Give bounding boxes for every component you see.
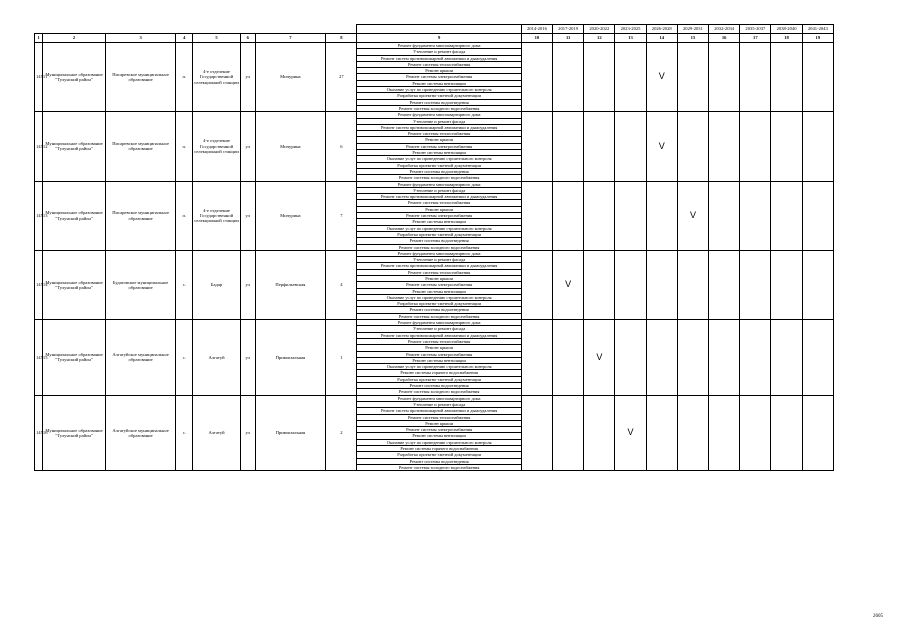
- settlement-cell: Бадар: [193, 250, 241, 319]
- period-cell: [802, 320, 833, 396]
- period-cell: [615, 181, 646, 250]
- period-header: 2041-2043: [802, 25, 833, 34]
- period-cell: [615, 112, 646, 181]
- column-number: 18: [771, 34, 802, 43]
- street-type-cell: ул: [240, 250, 255, 319]
- house-number-cell: 7: [326, 181, 357, 250]
- street-cell: Мичурина: [255, 181, 326, 250]
- column-number: 6: [240, 34, 255, 43]
- object-id: 14513: [35, 181, 43, 250]
- work-type-cell: Ремонт системы теплоснабжения: [357, 131, 521, 137]
- table-row: [35, 43, 834, 49]
- header-blank-cell: [176, 25, 193, 34]
- work-type-cell: Ремонт фундамента многоквартирного дома: [357, 43, 521, 49]
- column-number: 5: [193, 34, 241, 43]
- settlement-type-cell: п.: [176, 181, 193, 250]
- house-number-cell: 2: [326, 395, 357, 471]
- period-cell: [584, 112, 615, 181]
- work-type-cell: Ремонт систем противопожарной автоматики и дымоудаления: [357, 332, 521, 338]
- settlement-cell: 4-е отделение Государственной селекционной станции: [193, 181, 241, 250]
- header-blank-cell: [43, 25, 105, 34]
- work-type-cell: Ремонт системы вентиляции: [357, 150, 521, 156]
- period-cell: [646, 181, 677, 250]
- object-id: 14515: [35, 320, 43, 396]
- column-number: 8: [326, 34, 357, 43]
- period-cell: [615, 43, 646, 112]
- district-cell: Муниципальное образование "Тулунский район": [43, 112, 105, 181]
- header-blank-cell: [326, 25, 357, 34]
- column-number: 10: [521, 34, 552, 43]
- period-cell: [802, 112, 833, 181]
- column-number: 17: [740, 34, 771, 43]
- page-number: 2605: [873, 614, 883, 619]
- street-cell: Привокзальная: [255, 320, 326, 396]
- work-type-cell: Ремонт крыши: [357, 275, 521, 281]
- work-type-cell: Ремонт крыши: [357, 68, 521, 74]
- period-cell: [677, 250, 708, 319]
- period-cell: [521, 43, 552, 112]
- column-number: 7: [255, 34, 326, 43]
- work-type-cell: Ремонт фундамента многоквартирного дома: [357, 112, 521, 118]
- work-type-cell: Ремонт системы вентиляции: [357, 219, 521, 225]
- period-cell: [740, 250, 771, 319]
- work-type-cell: Ремонт системы электроснабжения: [357, 74, 521, 80]
- work-type-cell: Оказание услуг по проведению строительного контроля: [357, 364, 521, 370]
- work-type-cell: Ремонт систем противопожарной автоматики и дымоудаления: [357, 263, 521, 269]
- period-header: 2032-2034: [709, 25, 740, 34]
- period-cell: [615, 320, 646, 396]
- period-cell: [615, 250, 646, 319]
- period-check-mark: V: [584, 320, 615, 396]
- period-cell: [771, 43, 802, 112]
- capital-repair-register-table: [34, 24, 834, 471]
- period-cell: [584, 395, 615, 471]
- district-cell: Муниципальное образование "Тулунский район": [43, 181, 105, 250]
- work-type-cell: Ремонт системы вентиляции: [357, 288, 521, 294]
- period-cell: [521, 320, 552, 396]
- street-type-cell: ул: [240, 112, 255, 181]
- work-type-cell: Ремонт системы электроснабжения: [357, 427, 521, 433]
- street-type-cell: ул: [240, 395, 255, 471]
- period-cell: [646, 250, 677, 319]
- period-cell: [740, 395, 771, 471]
- period-header: 2035-2037: [740, 25, 771, 34]
- table-row: [35, 250, 834, 256]
- work-type-cell: Ремонт системы вентиляции: [357, 433, 521, 439]
- work-type-cell: Ремонт системы вентиляции: [357, 357, 521, 363]
- work-type-cell: Ремонт системы горячего водоснабжения: [357, 370, 521, 376]
- settlement-type-cell: п.: [176, 43, 193, 112]
- header-blank-cell: [255, 25, 326, 34]
- column-number: 13: [615, 34, 646, 43]
- street-cell: Перфильевская: [255, 250, 326, 319]
- work-type-cell: Ремонт фундамента многоквартирного дома: [357, 395, 521, 401]
- period-cell: [584, 43, 615, 112]
- settlement-cell: 4-е отделение Государственной селекционной станции: [193, 112, 241, 181]
- column-number: 14: [646, 34, 677, 43]
- period-cell: [771, 250, 802, 319]
- municipality-cell: Алгатуйское муниципальное образование: [105, 395, 176, 471]
- street-type-cell: ул: [240, 43, 255, 112]
- district-cell: Муниципальное образование "Тулунский район": [43, 320, 105, 396]
- column-number: 4: [176, 34, 193, 43]
- period-cell: [771, 112, 802, 181]
- work-type-cell: Оказание услуг по проведению строительного контроля: [357, 87, 521, 93]
- municipality-cell: Писаревское муниципальное образование: [105, 43, 176, 112]
- period-header-row: [35, 25, 834, 34]
- settlement-cell: Алгатуй: [193, 395, 241, 471]
- settlement-type-cell: с.: [176, 395, 193, 471]
- work-type-cell: Ремонт системы теплоснабжения: [357, 61, 521, 67]
- period-check-mark: V: [615, 395, 646, 471]
- work-type-cell: Ремонт системы холодного водоснабжения: [357, 464, 521, 470]
- settlement-cell: 4-е отделение Государственной селекционной станции: [193, 43, 241, 112]
- work-type-cell: Утепление и ремонт фасада: [357, 326, 521, 332]
- period-cell: [553, 112, 584, 181]
- work-type-cell: Ремонт системы водоотведения: [357, 168, 521, 174]
- street-type-cell: ул: [240, 181, 255, 250]
- period-cell: [521, 395, 552, 471]
- period-cell: [677, 112, 708, 181]
- period-cell: [709, 112, 740, 181]
- period-cell: [709, 320, 740, 396]
- table-row: [35, 112, 834, 118]
- period-header: 2020-2022: [584, 25, 615, 34]
- street-type-cell: ул: [240, 320, 255, 396]
- object-id: 14512: [35, 112, 43, 181]
- header-blank-cell: [193, 25, 241, 34]
- work-type-cell: Ремонт фундамента многоквартирного дома: [357, 181, 521, 187]
- settlement-type-cell: п.: [176, 112, 193, 181]
- work-type-cell: Ремонт системы холодного водоснабжения: [357, 105, 521, 111]
- period-cell: [709, 250, 740, 319]
- work-type-cell: Разработка проектно-сметной документации: [357, 376, 521, 382]
- column-number: 12: [584, 34, 615, 43]
- street-cell: Привокзальная: [255, 395, 326, 471]
- district-cell: Муниципальное образование "Тулунский район": [43, 395, 105, 471]
- period-cell: [740, 320, 771, 396]
- column-number: 19: [802, 34, 833, 43]
- column-number: 15: [677, 34, 708, 43]
- work-type-cell: Разработка проектно-сметной документации: [357, 301, 521, 307]
- period-cell: [553, 395, 584, 471]
- period-cell: [553, 43, 584, 112]
- work-type-cell: Ремонт систем противопожарной автоматики и дымоудаления: [357, 55, 521, 61]
- period-header: 2038-2040: [771, 25, 802, 34]
- municipality-cell: Писаревское муниципальное образование: [105, 112, 176, 181]
- work-type-cell: Ремонт системы холодного водоснабжения: [357, 389, 521, 395]
- header-blank-cell: [105, 25, 176, 34]
- period-cell: [584, 181, 615, 250]
- work-type-cell: Ремонт системы электроснабжения: [357, 213, 521, 219]
- work-type-cell: Разработка проектно-сметной документации: [357, 162, 521, 168]
- work-type-cell: Ремонт системы холодного водоснабжения: [357, 244, 521, 250]
- period-cell: [677, 320, 708, 396]
- period-cell: [584, 250, 615, 319]
- work-type-cell: Ремонт систем противопожарной автоматики и дымоудаления: [357, 124, 521, 130]
- period-cell: [771, 395, 802, 471]
- period-cell: [709, 181, 740, 250]
- work-type-cell: Ремонт крыши: [357, 137, 521, 143]
- period-cell: [521, 181, 552, 250]
- period-cell: [802, 181, 833, 250]
- column-number: 1: [35, 34, 43, 43]
- work-type-cell: Ремонт системы электроснабжения: [357, 143, 521, 149]
- work-type-cell: Утепление и ремонт фасада: [357, 49, 521, 55]
- house-number-cell: 4: [326, 250, 357, 319]
- work-type-cell: Оказание услуг по проведению строительного контроля: [357, 294, 521, 300]
- period-cell: [802, 43, 833, 112]
- work-type-cell: Ремонт системы вентиляции: [357, 80, 521, 86]
- period-header: 2014-2016: [521, 25, 552, 34]
- period-check-mark: V: [646, 43, 677, 112]
- period-cell: [521, 250, 552, 319]
- period-header: 2023-2025: [615, 25, 646, 34]
- period-cell: [646, 395, 677, 471]
- work-type-cell: Ремонт фундамента многоквартирного дома: [357, 320, 521, 326]
- period-check-mark: V: [677, 181, 708, 250]
- work-type-cell: Ремонт системы водоотведения: [357, 238, 521, 244]
- column-number: 3: [105, 34, 176, 43]
- work-type-cell: Оказание услуг по проведению строительного контроля: [357, 225, 521, 231]
- period-header: 2026-2028: [646, 25, 677, 34]
- column-number-row: [35, 34, 834, 43]
- period-cell: [677, 395, 708, 471]
- column-number: 9: [357, 34, 521, 43]
- house-number-cell: 27: [326, 43, 357, 112]
- work-type-cell: Ремонт системы теплоснабжения: [357, 338, 521, 344]
- table-row: [35, 320, 834, 326]
- period-cell: [709, 395, 740, 471]
- period-cell: [740, 112, 771, 181]
- work-type-cell: Утепление и ремонт фасада: [357, 187, 521, 193]
- work-type-cell: Ремонт системы теплоснабжения: [357, 269, 521, 275]
- period-check-mark: V: [646, 112, 677, 181]
- period-cell: [802, 395, 833, 471]
- table-row: [35, 181, 834, 187]
- header-blank-cell: [240, 25, 255, 34]
- work-type-cell: Утепление и ремонт фасада: [357, 257, 521, 263]
- column-number: 2: [43, 34, 105, 43]
- work-type-cell: Утепление и ремонт фасада: [357, 401, 521, 407]
- work-type-cell: Ремонт системы горячего водоснабжения: [357, 446, 521, 452]
- district-cell: Муниципальное образование "Тулунский район": [43, 250, 105, 319]
- period-cell: [771, 320, 802, 396]
- period-cell: [709, 43, 740, 112]
- work-type-cell: Ремонт системы электроснабжения: [357, 282, 521, 288]
- table-row: [35, 395, 834, 401]
- municipality-cell: Будаговское муниципальное образование: [105, 250, 176, 319]
- work-type-cell: Ремонт системы водоотведения: [357, 99, 521, 105]
- object-id: 14516: [35, 395, 43, 471]
- period-header: 2017-2019: [553, 25, 584, 34]
- period-cell: [740, 181, 771, 250]
- settlement-cell: Алгатуй: [193, 320, 241, 396]
- period-cell: [677, 43, 708, 112]
- work-type-cell: Ремонт крыши: [357, 345, 521, 351]
- column-number: 16: [709, 34, 740, 43]
- period-header: 2029-2031: [677, 25, 708, 34]
- municipality-cell: Писаревское муниципальное образование: [105, 181, 176, 250]
- work-type-cell: Ремонт системы электроснабжения: [357, 351, 521, 357]
- header-blank-cell: [35, 25, 43, 34]
- work-type-cell: Ремонт крыши: [357, 420, 521, 426]
- object-id: 14511: [35, 43, 43, 112]
- settlement-type-cell: с.: [176, 250, 193, 319]
- district-cell: Муниципальное образование "Тулунский район": [43, 43, 105, 112]
- work-type-cell: Утепление и ремонт фасада: [357, 118, 521, 124]
- street-cell: Мичурина: [255, 112, 326, 181]
- period-cell: [771, 181, 802, 250]
- work-type-cell: Ремонт системы теплоснабжения: [357, 200, 521, 206]
- settlement-type-cell: с.: [176, 320, 193, 396]
- work-type-cell: Ремонт системы водоотведения: [357, 307, 521, 313]
- work-type-cell: Ремонт системы холодного водоснабжения: [357, 313, 521, 319]
- work-type-cell: Оказание услуг по проведению строительного контроля: [357, 439, 521, 445]
- work-type-cell: Ремонт системы водоотведения: [357, 383, 521, 389]
- period-cell: [553, 320, 584, 396]
- column-number: 11: [553, 34, 584, 43]
- work-type-cell: Ремонт системы теплоснабжения: [357, 414, 521, 420]
- header-blank-cell: [357, 25, 521, 34]
- work-type-cell: Ремонт системы холодного водоснабжения: [357, 175, 521, 181]
- object-id: 14514: [35, 250, 43, 319]
- period-check-mark: V: [553, 250, 584, 319]
- work-type-cell: Оказание услуг по проведению строительного контроля: [357, 156, 521, 162]
- period-cell: [740, 43, 771, 112]
- period-cell: [646, 320, 677, 396]
- house-number-cell: 1: [326, 320, 357, 396]
- work-type-cell: Ремонт системы водоотведения: [357, 458, 521, 464]
- house-number-cell: 6: [326, 112, 357, 181]
- work-type-cell: Ремонт крыши: [357, 206, 521, 212]
- work-type-cell: Ремонт фундамента многоквартирного дома: [357, 250, 521, 256]
- period-cell: [553, 181, 584, 250]
- period-cell: [802, 250, 833, 319]
- work-type-cell: Разработка проектно-сметной документации: [357, 452, 521, 458]
- municipality-cell: Алгатуйское муниципальное образование: [105, 320, 176, 396]
- work-type-cell: Разработка проектно-сметной документации: [357, 93, 521, 99]
- street-cell: Мичурина: [255, 43, 326, 112]
- period-cell: [521, 112, 552, 181]
- work-type-cell: Разработка проектно-сметной документации: [357, 231, 521, 237]
- work-type-cell: Ремонт систем противопожарной автоматики и дымоудаления: [357, 194, 521, 200]
- work-type-cell: Ремонт систем противопожарной автоматики и дымоудаления: [357, 408, 521, 414]
